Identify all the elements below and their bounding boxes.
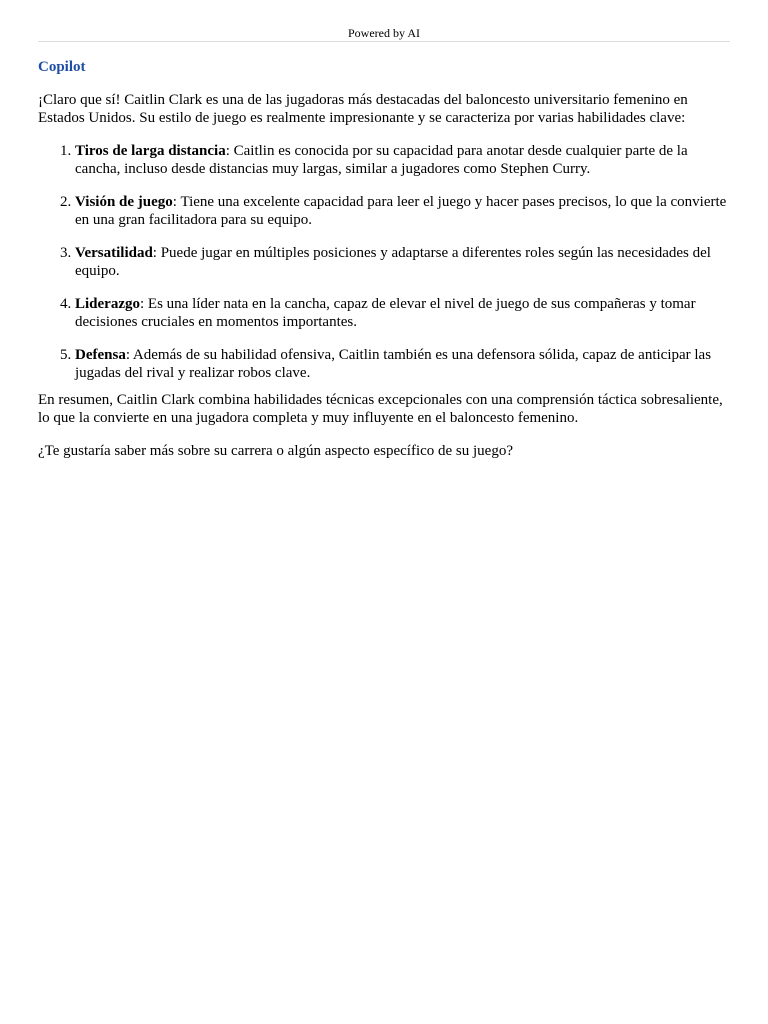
powered-by-label: Powered by AI bbox=[348, 26, 420, 40]
list-item bbox=[75, 193, 730, 229]
list-item bbox=[75, 295, 730, 331]
list-item-title: Versatilidad bbox=[75, 245, 153, 261]
powered-by-header bbox=[38, 0, 730, 42]
follow-up-question: ¿Te gustaría saber más sobre su carrera o algún aspecto específico de su juego? bbox=[38, 443, 513, 459]
speaker-name: Copilot bbox=[38, 59, 86, 75]
list-item bbox=[75, 346, 730, 382]
list-item-text: : Además de su habilidad ofensiva, Caitlin también es una defensora sólida, capaz de anticipar las jugadas del rival y realizar robos clave. bbox=[75, 347, 712, 381]
list-item-text: : Tiene una excelente capacidad para leer el juego y hacer pases precisos, lo que la convierte en una gran facilitadora para su equipo. bbox=[75, 194, 727, 228]
list-item-text: : Puede jugar en múltiples posiciones y adaptarse a diferentes roles según las necesidades del equipo. bbox=[75, 245, 711, 279]
intro-paragraph: ¡Claro que sí! Caitlin Clark es una de las jugadoras más destacadas del baloncesto universitario femenino en Estados Unidos. Su estilo de juego es realmente impresionante y se caracteriza por varias habilidades clave: bbox=[38, 92, 688, 126]
list-item-title: Liderazgo bbox=[75, 296, 140, 312]
list-item-title: Tiros de larga distancia bbox=[75, 143, 226, 159]
list-item bbox=[75, 244, 730, 280]
summary-paragraph: En resumen, Caitlin Clark combina habilidades técnicas excepcionales con una comprensión táctica sobresaliente, lo que la convierte en una jugadora completa y muy influyente en el baloncesto femenino. bbox=[38, 392, 723, 426]
list-item bbox=[75, 142, 730, 178]
list-item-text: : Caitlin es conocida por su capacidad para anotar desde cualquier parte de la cancha, incluso desde distancias muy largas, similar a jugadores como Stephen Curry. bbox=[75, 143, 688, 177]
list-item-title: Visión de juego bbox=[75, 194, 173, 210]
skills-list bbox=[38, 142, 730, 382]
list-item-text: : Es una líder nata en la cancha, capaz de elevar el nivel de juego de sus compañeras y tomar decisiones cruciales en momentos importantes. bbox=[75, 296, 696, 330]
list-item-title: Defensa bbox=[75, 347, 126, 363]
